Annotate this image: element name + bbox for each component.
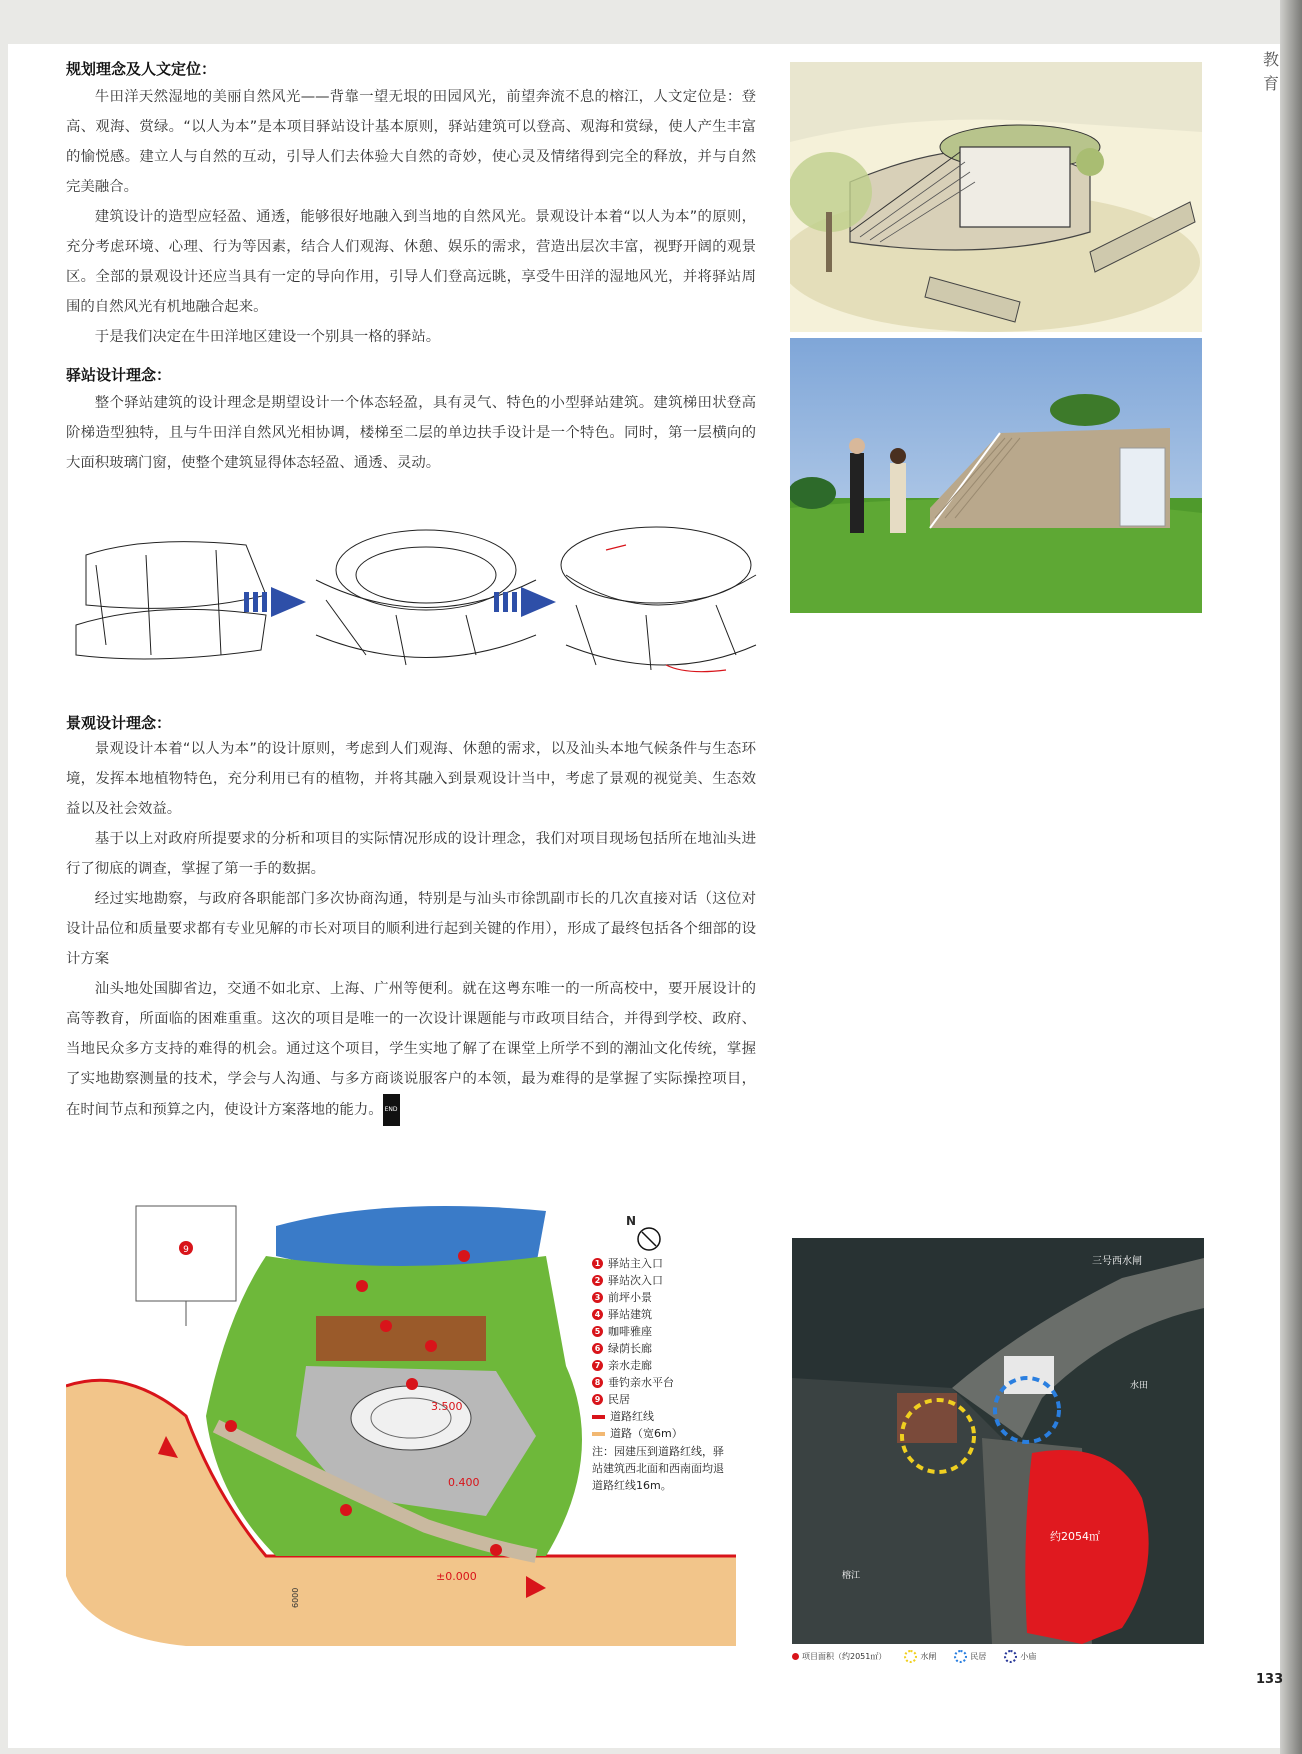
elevation-high: 3.500 — [431, 1400, 463, 1413]
map-legend-item: 民居 — [954, 1650, 986, 1663]
station-render-photo — [790, 338, 1202, 613]
end-mark: END — [383, 1094, 400, 1126]
concept-sketches — [66, 505, 766, 695]
page-number: 133 — [1256, 1672, 1284, 1687]
label-river: 榕江 — [842, 1571, 861, 1581]
paragraph — [66, 974, 756, 1126]
legend-item: 7 亲水走廊 — [592, 1357, 683, 1374]
map-legend-item: 小庙 — [1004, 1650, 1036, 1663]
north-arrow-icon — [636, 1226, 662, 1252]
legend-item: 4 驿站建筑 — [592, 1306, 683, 1323]
north-label: N — [626, 1214, 637, 1228]
label-area: 约2054㎡ — [1050, 1530, 1100, 1543]
legend-item: 9 民居 — [592, 1391, 683, 1408]
legend-item: 8 垂钓亲水平台 — [592, 1374, 683, 1391]
aerial-map — [792, 1238, 1204, 1644]
map-legend-item: 水闸 — [904, 1650, 936, 1663]
map-legend-item: 项目面积（约2051㎡） — [792, 1651, 886, 1662]
legend-item: 5 咖啡雅座 — [592, 1323, 683, 1340]
heading-planning: 规划理念及人文定位： — [66, 60, 217, 78]
legend-item: 3 前坪小景 — [592, 1289, 683, 1306]
label-sluice: 三号西水闸 — [1092, 1256, 1142, 1267]
paragraph: 基于以上对政府所提要求的分析和项目的实际情况形成的设计理念，我们对项目现场包括所在地汕头进行了彻底的调查，掌握了第一手的数据。 — [66, 831, 756, 877]
paragraph-text: 汕头地处国脚省边，交通不如北京、上海、广州等便利。就在这粤东唯一的一所高校中，要开展设计的高等教育，所面临的困难重重。这次的项目是唯一的一次设计课题能与市政项目结合，并得到学校、政府、当地民众多方支持的难得的机会。通过这个项目，学生实地了解了在课堂上所学不到的潮汕文化传统，掌握了实地勘察测量的技术，学会与人沟通、与多方商谈说服客户的本领，最为难得的是掌握了实际操控项目，在时间节点和预算之内，使设计方案落地的能力。 — [66, 981, 756, 1118]
paragraph: 景观设计本着“以人为本”的设计原则，考虑到人们观海、休憩的需求，以及汕头本地气候条件与生态环境，发挥本地植物特色，充分利用已有的植物，并将其融入到景观设计当中，考虑了景观的视觉美、生态效益以及社会效益。 — [66, 741, 756, 817]
elevation-mid: 0.400 — [448, 1476, 480, 1489]
map-legend — [792, 1650, 1036, 1663]
svg-text:9: 9 — [183, 1245, 189, 1255]
elevation-zero: ±0.000 — [436, 1570, 477, 1583]
legend-item: 道路（宽6m） — [592, 1425, 683, 1442]
paragraph: 经过实地勘察，与政府各职能部门多次协商沟通，特别是与汕头市徐凯副市长的几次直接对话（这位对设计品位和质量要求都有专业见解的市长对项目的顺利进行起到关键的作用），形成了最终包括各个细部的设计方案 — [66, 891, 756, 967]
plan-legend — [592, 1255, 683, 1442]
dimension-label: 6000 — [291, 1587, 300, 1608]
paragraph: 整个驿站建筑的设计理念是期望设计一个体态轻盈，具有灵气、特色的小型驿站建筑。建筑梯田状登高阶梯造型独特，且与牛田洋自然风光相协调，楼梯至二层的单边扶手设计是一个特色。同时，第一层横向的大面积玻璃门窗，使整个建筑显得体态轻盈、通透、灵动。 — [66, 395, 756, 471]
plan-note: 注：园建压到道路红线，驿站建筑西北面和西南面均退道路红线16m。 — [592, 1445, 724, 1492]
label-field: 水田 — [1130, 1381, 1149, 1391]
heading-landscape: 景观设计理念： — [66, 714, 172, 732]
heading-station: 驿站设计理念： — [66, 366, 172, 384]
page-edge — [1280, 0, 1302, 1754]
paragraph: 于是我们决定在牛田洋地区建设一个别具一格的驿站。 — [94, 329, 441, 345]
side-label: 教育 — [1262, 50, 1279, 93]
legend-item: 6 绿荫长廊 — [592, 1340, 683, 1357]
paragraph: 牛田洋天然湿地的美丽自然风光——背靠一望无垠的田园风光，前望奔流不息的榕江，人文定位是：登高、观海、赏绿。“以人为本”是本项目驿站设计基本原则，驿站建筑可以登高、观海和赏绿，使人产生丰富的愉悦感。建立人与自然的互动，引导人们去体验大自然的奇妙，使心灵及情绪得到完全的释放，并与自然完美融合。 — [66, 89, 756, 195]
legend-item: 道路红线 — [592, 1408, 683, 1425]
paragraph: 建筑设计的造型应轻盈、通透，能够很好地融入到当地的自然风光。景观设计本着“以人为本”的原则，充分考虑环境、心理、行为等因素，结合人们观海、休憩、娱乐的需求，营造出层次丰富，视野开阔的观景区。全部的景观设计还应当具有一定的导向作用，引导人们登高远眺，享受牛田洋的湿地风光，并将驿站周围的自然风光有机地融合起来。 — [66, 209, 756, 315]
legend-item: 1 驿站主入口 — [592, 1255, 683, 1272]
sketch-illustration — [790, 62, 1202, 332]
legend-item: 2 驿站次入口 — [592, 1272, 683, 1289]
